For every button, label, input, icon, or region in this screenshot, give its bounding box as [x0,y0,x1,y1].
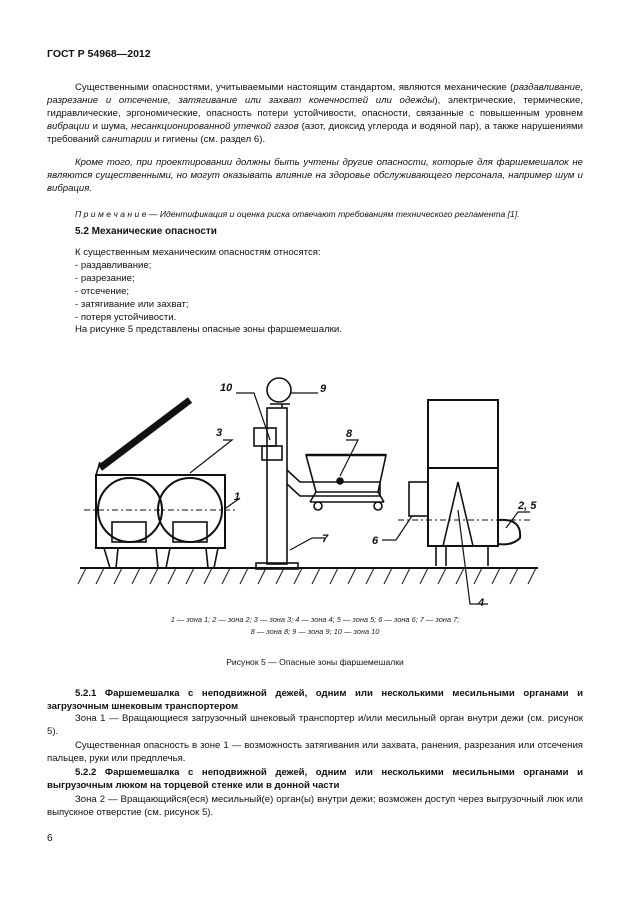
italic-run: несанкционированной утечкой газов [131,120,299,132]
label-7: 7 [322,533,329,545]
central-column [254,378,380,569]
screw-conveyor [96,400,190,475]
italic-run: раздавливание, разрезание и отсечение, затягивание или захват конечностей или одежды [47,82,583,106]
floor [78,568,538,584]
section-5-2-1-zone: Зона 1 — Вращающиеся загрузочный шнековый транспортер и/или месильный орган внутри дежи (см. рисунок 5). [47,713,583,737]
section-5-2-1-hazard: Существенная опасность в зоне 1 — возможность затягивания или захвата, ранения, разрезания или отсечения пальцев, руки или предплечья. [47,740,583,764]
text-run: и шума, [89,120,132,132]
figure-legend-line-2: 8 — зона 8; 9 — зона 9; 10 — зона 10 [250,627,380,636]
list-item: - раздавливание; [75,259,152,271]
label-2-5: 2, 5 [518,500,537,512]
section-5-2-title: 5.2 Механические опасности [75,226,217,237]
intro-paragraph-2: Кроме того, при проектировании должны быть учтены другие опасности, которые для фаршемешалок не являются существенными, но могут оказывать влияние на здоровье обслуживающего персонала, например шум и вибрация. [47,157,583,194]
list-item: - затягивание или захват; [75,298,189,310]
italic-run: санитарии [101,133,152,145]
text-run: ), электрические, термические, гидравлические, эргономические, опасность потери устойчивости, опасности, связанные с повышенным уровнем [47,94,583,119]
list-item: - разрезание; [75,272,135,284]
section-5-2-1-title: 5.2.1 Фаршемешалка с неподвижной дежей, одним или несколькими месильными органами и загрузочным шнековым транспортером [47,688,583,712]
document-header: ГОСТ Р 54968—2012 [47,48,151,60]
right-mixer [398,400,530,566]
label-1: 1 [234,491,241,503]
list-item: - потеря устойчивости. [75,311,177,323]
label-4: 4 [478,597,485,609]
list-item: - отсечение; [75,285,130,297]
section-5-2-2-title: 5.2.2 Фаршемешалка с неподвижной дежей, одним или несколькими месильными органами и выгрузочным люком на торцевой стенке или в донной части [47,767,583,791]
figure-reference: На рисунке 5 представлены опасные зоны фаршемешалки. [75,324,342,336]
label-6: 6 [372,535,379,547]
label-10: 10 [220,382,233,394]
label-9: 9 [320,383,327,395]
section-5-2-2-zone: Зона 2 — Вращающийся(еся) месильный(е) орган(ы) внутри дежи; возможен доступ через выгрузочный люк или выпускное отверстие (см. рисунок 5). [47,794,583,818]
figure-caption: Рисунок 5 — Опасные зоны фаршемешалки [226,657,404,667]
label-8: 8 [346,428,353,440]
figure-legend-line-1: 1 — зона 1; 2 — зона 2; 3 — зона 3; 4 — зона 4; 5 — зона 5; 6 — зона 6; 7 — зона 7; [170,615,460,624]
callout-leaders [190,393,530,604]
text-run: и гигиены (см. раздел 6). [151,133,266,145]
text-run: (азот, диоксид углерода и водяной пар), а также нарушениями требований [47,120,584,145]
italic-run: вибрации [47,120,90,132]
page-number: 6 [47,833,53,844]
text-run: Существенными опасностями, учитываемыми настоящим стандартом, являются механические ( [75,82,514,93]
note: П р и м е ч а н и е — Идентификация и оценка риска отвечают требованиям технического регламента [1]. [75,209,520,219]
lead-text: К существенным механическим опасностям относятся: [75,247,321,258]
label-3: 3 [216,427,223,439]
left-mixer [84,475,241,568]
